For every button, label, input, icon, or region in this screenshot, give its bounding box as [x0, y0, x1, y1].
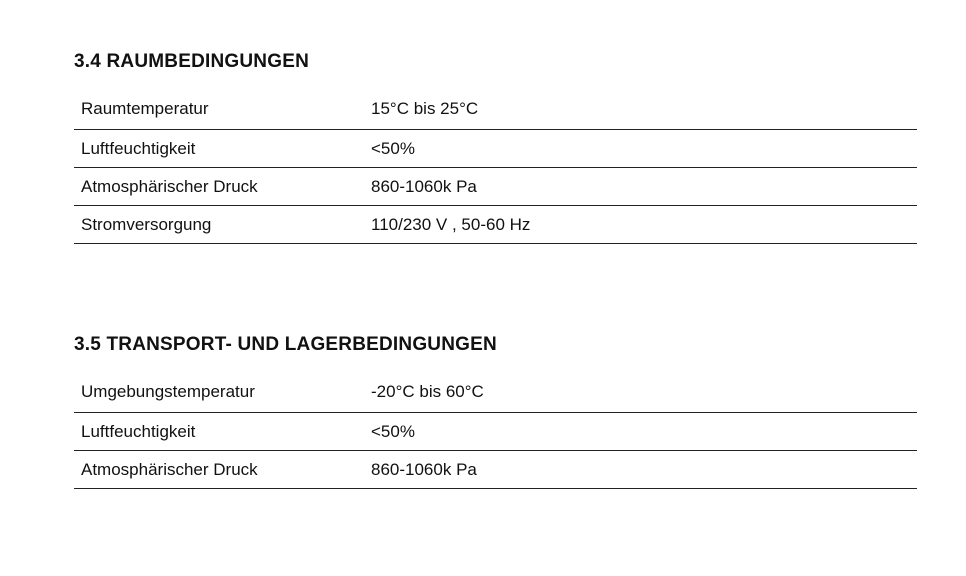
section-title: 3.4 RAUMBEDINGUNGEN — [74, 51, 309, 72]
table-row — [74, 372, 917, 413]
section-title: 3.5 TRANSPORT- UND LAGERBEDINGUNGEN — [74, 334, 497, 355]
table-row — [74, 168, 917, 206]
table-row — [74, 130, 917, 168]
table-row — [74, 451, 917, 489]
row-label: Raumtemperatur — [81, 99, 209, 118]
table-row — [74, 413, 917, 451]
table-row — [74, 206, 917, 244]
row-value: <50% — [371, 421, 415, 441]
section-transport-storage-conditions — [74, 333, 917, 489]
row-value: 110/230 V , 50-60 Hz — [371, 214, 531, 234]
spec-table — [74, 372, 917, 489]
row-value: -20°C bis 60°C — [371, 382, 484, 401]
row-value: 860-1060k Pa — [371, 459, 477, 479]
spec-table — [74, 89, 917, 244]
row-label: Umgebungstemperatur — [81, 382, 255, 401]
row-label: Luftfeuchtigkeit — [81, 421, 196, 441]
row-value: <50% — [371, 138, 415, 158]
row-label: Atmosphärischer Druck — [81, 459, 258, 479]
row-label: Stromversorgung — [81, 214, 212, 234]
row-label: Atmosphärischer Druck — [81, 176, 258, 196]
table-row — [74, 89, 917, 130]
row-label: Luftfeuchtigkeit — [81, 138, 196, 158]
row-value: 15°C bis 25°C — [371, 99, 479, 118]
section-room-conditions — [74, 50, 917, 244]
row-value: 860-1060k Pa — [371, 176, 477, 196]
